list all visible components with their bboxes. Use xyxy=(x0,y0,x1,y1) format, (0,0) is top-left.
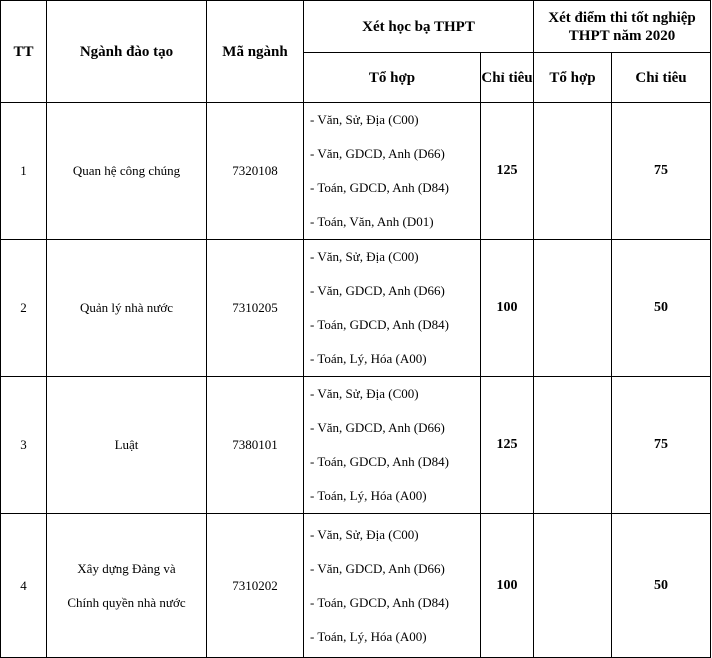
quota-transcript: 125 xyxy=(481,377,534,514)
subject-combo: - Toán, GDCD, Anh (D84) xyxy=(310,180,449,195)
quota-exam: 75 xyxy=(612,103,711,240)
quota-transcript: 100 xyxy=(481,240,534,377)
subject-combos xyxy=(304,514,481,658)
combo-exam xyxy=(534,103,612,240)
table-row xyxy=(1,514,711,658)
subject-combo: - Toán, GDCD, Anh (D84) xyxy=(310,454,449,469)
subject-combo: - Văn, GDCD, Anh (D66) xyxy=(310,560,445,576)
major-name xyxy=(47,240,207,377)
subject-combos xyxy=(304,240,481,377)
subject-combo: - Văn, Sử, Địa (C00) xyxy=(310,386,419,401)
header-code: Mã ngành xyxy=(207,1,304,103)
subject-combo: - Văn, GDCD, Anh (D66) xyxy=(310,283,445,298)
row-number: 2 xyxy=(1,240,47,377)
subject-combo: - Toán, Văn, Anh (D01) xyxy=(310,214,434,229)
header-quota-exam: Chỉ tiêu xyxy=(612,53,711,103)
quota-exam: 50 xyxy=(612,240,711,377)
header-combo-exam: Tổ hợp xyxy=(534,53,612,103)
major-name xyxy=(47,377,207,514)
quota-transcript: 125 xyxy=(481,103,534,240)
header-transcript: Xét học bạ THPT xyxy=(304,1,534,53)
major-name-line: Luật xyxy=(114,437,139,452)
header-major: Ngành đào tạo xyxy=(47,1,207,103)
subject-combo: - Toán, Lý, Hóa (A00) xyxy=(310,628,427,644)
subject-combo: - Toán, Lý, Hóa (A00) xyxy=(310,488,427,503)
major-name-line: Quản lý nhà nước xyxy=(80,300,173,315)
major-code: 7310202 xyxy=(207,514,304,658)
row-number: 4 xyxy=(1,514,47,658)
header-exam: Xét điểm thi tốt nghiệp THPT năm 2020 xyxy=(534,1,711,53)
header-tt: TT xyxy=(1,1,47,103)
major-name-line: Xây dựng Đảng và xyxy=(77,560,176,576)
combo-exam xyxy=(534,377,612,514)
major-name-line: Chính quyền nhà nước xyxy=(67,594,186,610)
subject-combo: - Văn, Sử, Địa (C00) xyxy=(310,526,419,542)
subject-combo: - Toán, GDCD, Anh (D84) xyxy=(310,594,449,610)
subject-combo: - Văn, Sử, Địa (C00) xyxy=(310,112,419,127)
combo-exam xyxy=(534,514,612,658)
major-code: 7310205 xyxy=(207,240,304,377)
row-number: 3 xyxy=(1,377,47,514)
quota-transcript: 100 xyxy=(481,514,534,658)
header-combo-transcript: Tổ hợp xyxy=(304,53,481,103)
major-name xyxy=(47,514,207,658)
subject-combo: - Văn, GDCD, Anh (D66) xyxy=(310,146,445,161)
quota-exam: 50 xyxy=(612,514,711,658)
table-row xyxy=(1,240,711,377)
combo-exam xyxy=(534,240,612,377)
major-name-line: Quan hệ công chúng xyxy=(72,163,181,178)
subject-combos xyxy=(304,377,481,514)
row-number: 1 xyxy=(1,103,47,240)
subject-combo: - Toán, GDCD, Anh (D84) xyxy=(310,317,449,332)
subject-combo: - Văn, Sử, Địa (C00) xyxy=(310,249,419,264)
major-code: 7380101 xyxy=(207,377,304,514)
subject-combo: - Toán, Lý, Hóa (A00) xyxy=(310,351,427,366)
major-name xyxy=(47,103,207,240)
quota-exam: 75 xyxy=(612,377,711,514)
table-row xyxy=(1,377,711,514)
subject-combos xyxy=(304,103,481,240)
subject-combo: - Văn, GDCD, Anh (D66) xyxy=(310,420,445,435)
major-code: 7320108 xyxy=(207,103,304,240)
table-row xyxy=(1,103,711,240)
table-body xyxy=(1,103,711,658)
header-quota-transcript: Chỉ tiêu xyxy=(481,53,534,103)
